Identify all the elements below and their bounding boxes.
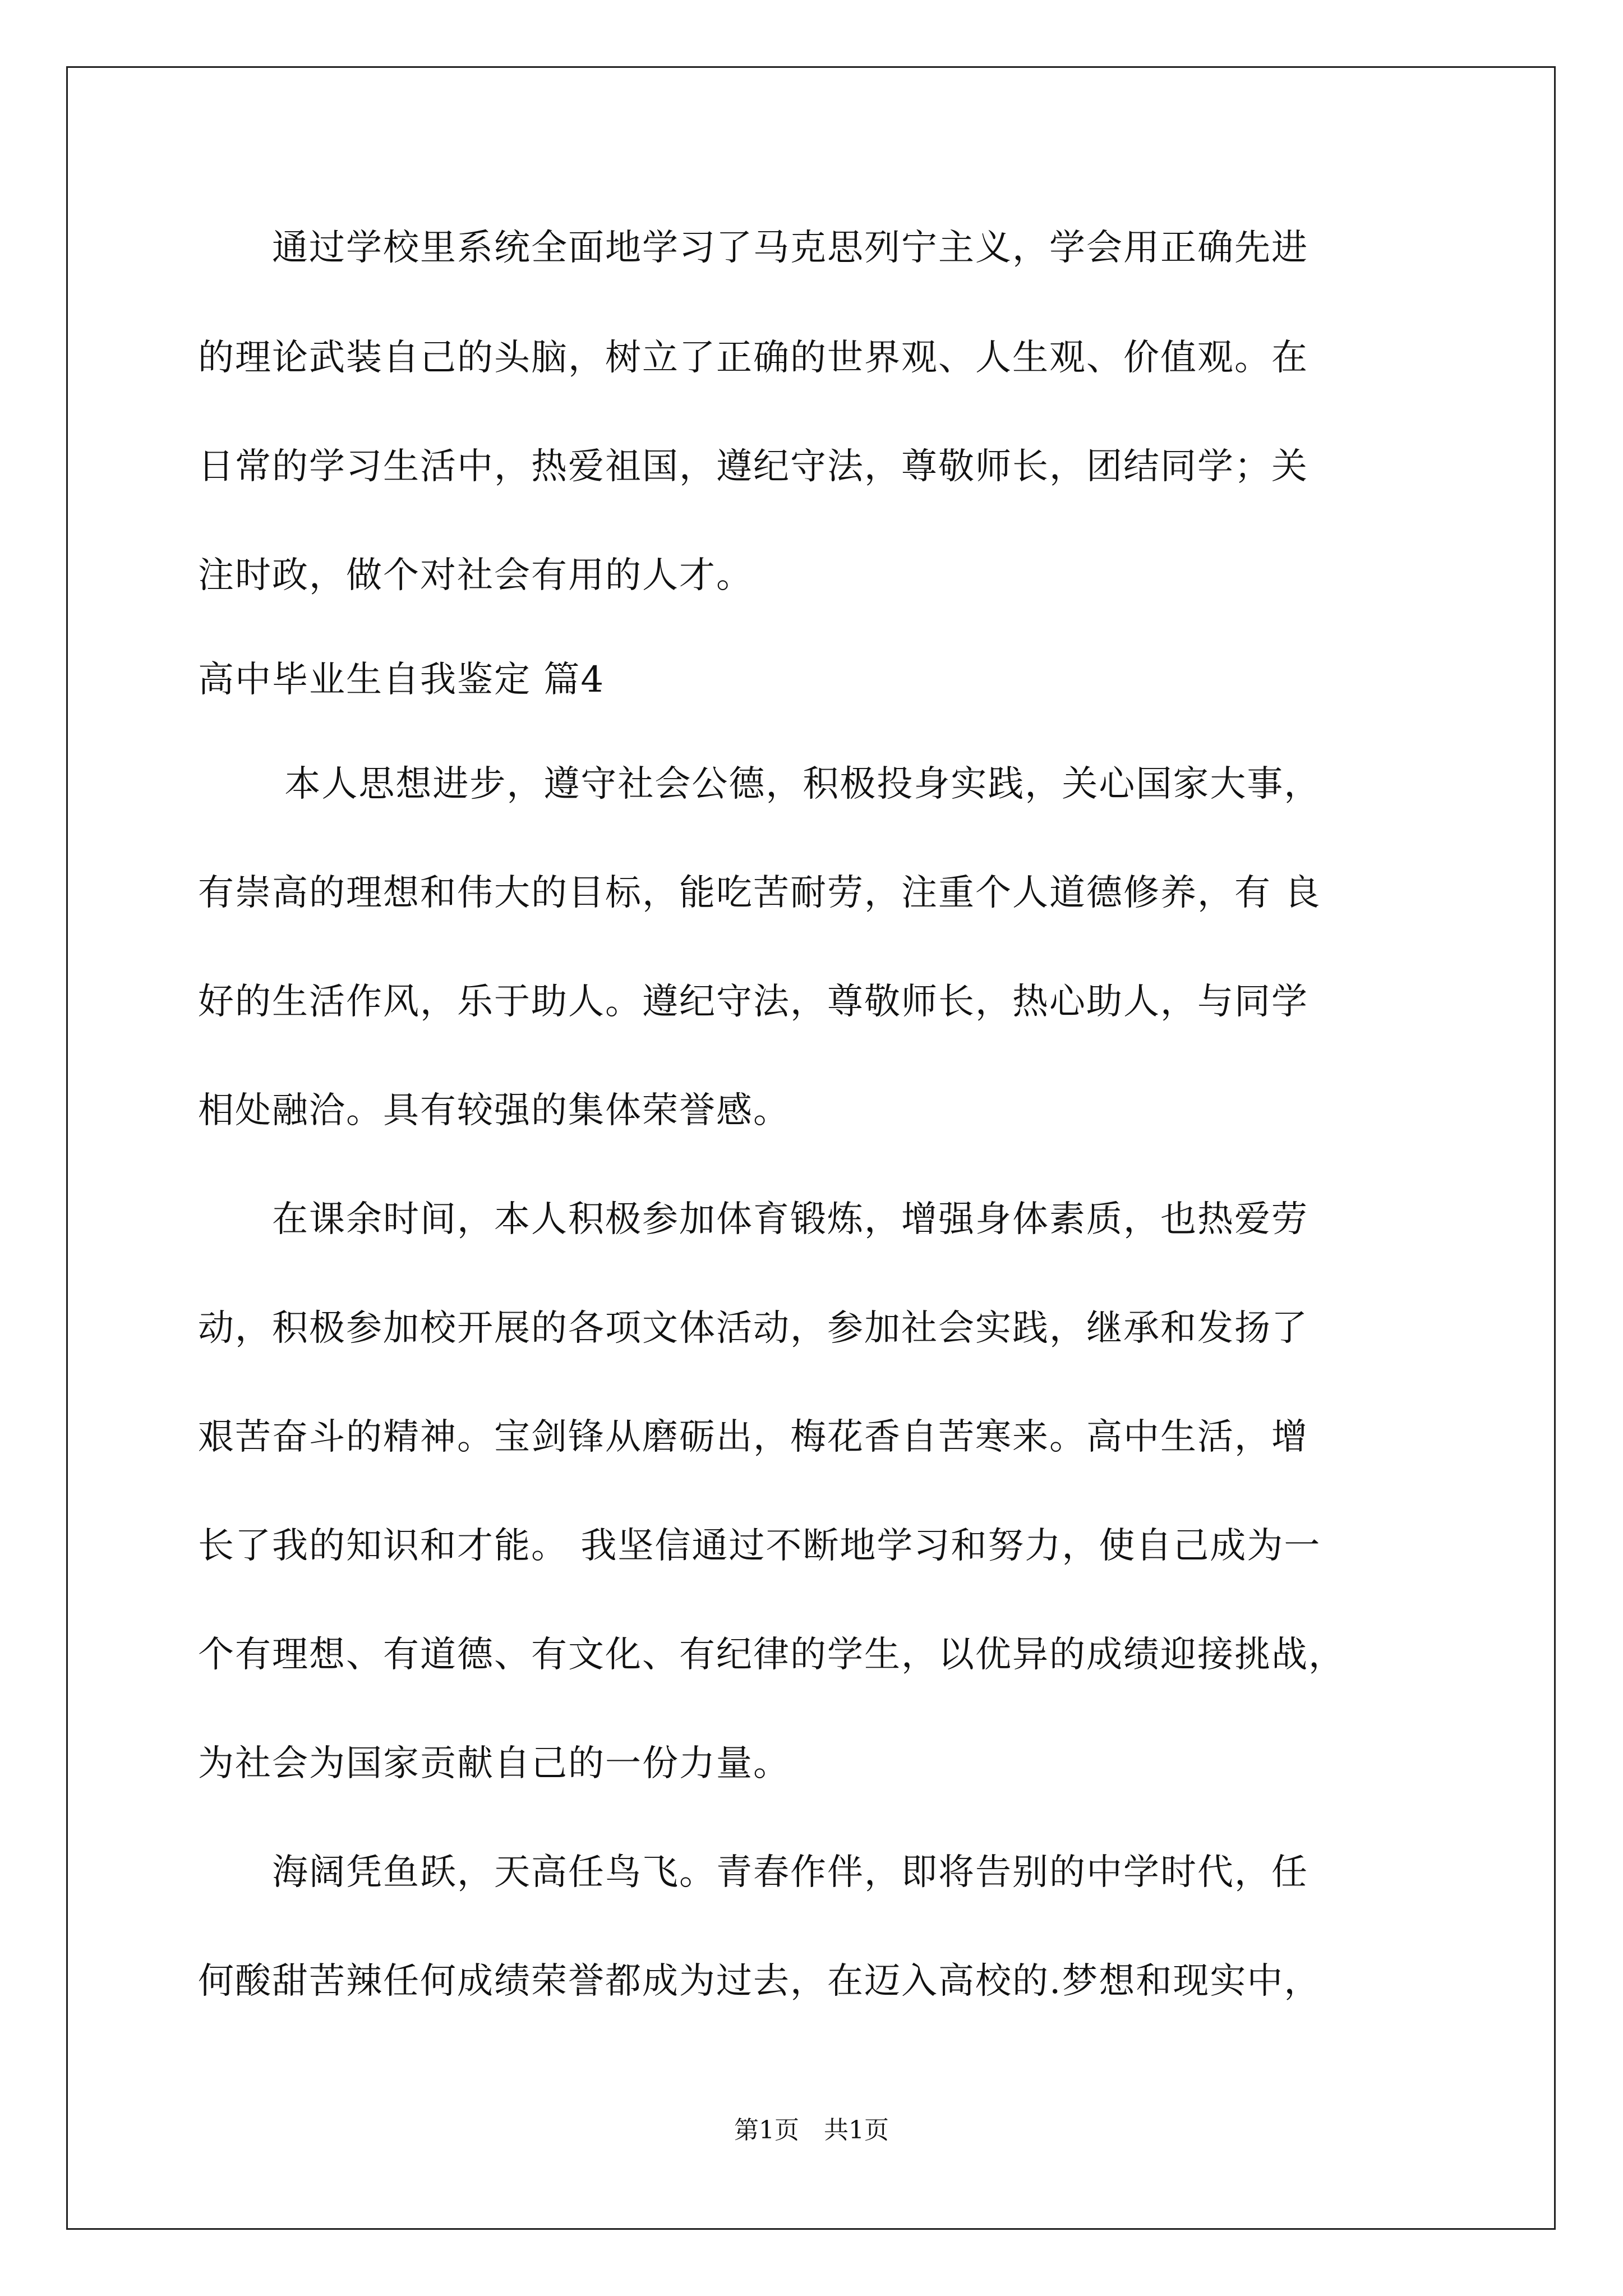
body-text-line: 动，积极参加校开展的各项文体活动，参加社会实践，继承和发扬了 bbox=[198, 1308, 1308, 1349]
body-text-line: 有崇高的理想和伟大的目标，能吃苦耐劳，注重个人道德修养，有 良 bbox=[198, 872, 1321, 914]
body-text-line: 日常的学习生活中，热爱祖国，遵纪守法，尊敬师长，团结同学；关 bbox=[198, 446, 1308, 487]
body-text-line: 艰苦奋斗的精神。宝剑锋从磨砺出，梅花香自苦寒来。高中生活，增 bbox=[198, 1416, 1308, 1458]
body-text-line: 好的生活作风，乐于助人。遵纪守法，尊敬师长，热心助人，与同学 bbox=[198, 981, 1308, 1023]
body-text-line: 在课余时间，本人积极参加体育锻炼，增强身体素质，也热爱劳 bbox=[198, 1199, 1308, 1240]
body-text-line: 何酸甜苦辣任何成绩荣誉都成为过去，在迈入高校的.梦想和现实中， bbox=[198, 1961, 1321, 2002]
body-text-line: 相处融洽。具有较强的集体荣誉感。 bbox=[198, 1090, 790, 1131]
body-text-line: 本人思想进步，遵守社会公德，积极投身实践，关心国家大事， bbox=[198, 763, 1321, 805]
body-text-line: 海阔凭鱼跃，天高任鸟飞。青春作伴，即将告别的中学时代，任 bbox=[198, 1852, 1308, 1893]
body-text-line: 注时政，做个对社会有用的人才。 bbox=[198, 555, 753, 596]
body-text-line: 个有理想、有道德、有文化、有纪律的学生，以优异的成绩迎接挑战， bbox=[198, 1634, 1345, 1676]
body-text-line: 为社会为国家贡献自己的一份力量。 bbox=[198, 1743, 790, 1784]
body-text-line: 长了我的知识和才能。 我坚信通过不断地学习和努力，使自己成为一 bbox=[198, 1525, 1321, 1567]
page-footer: 第1页 共1页 bbox=[734, 2116, 889, 2145]
section-heading: 高中毕业生自我鉴定 篇4 bbox=[198, 659, 605, 701]
body-text-line: 通过学校里系统全面地学习了马克思列宁主义，学会用正确先进 bbox=[198, 227, 1308, 269]
page-border bbox=[66, 66, 1556, 2230]
body-text-line: 的理论武装自己的头脑，树立了正确的世界观、人生观、价值观。在 bbox=[198, 337, 1308, 379]
